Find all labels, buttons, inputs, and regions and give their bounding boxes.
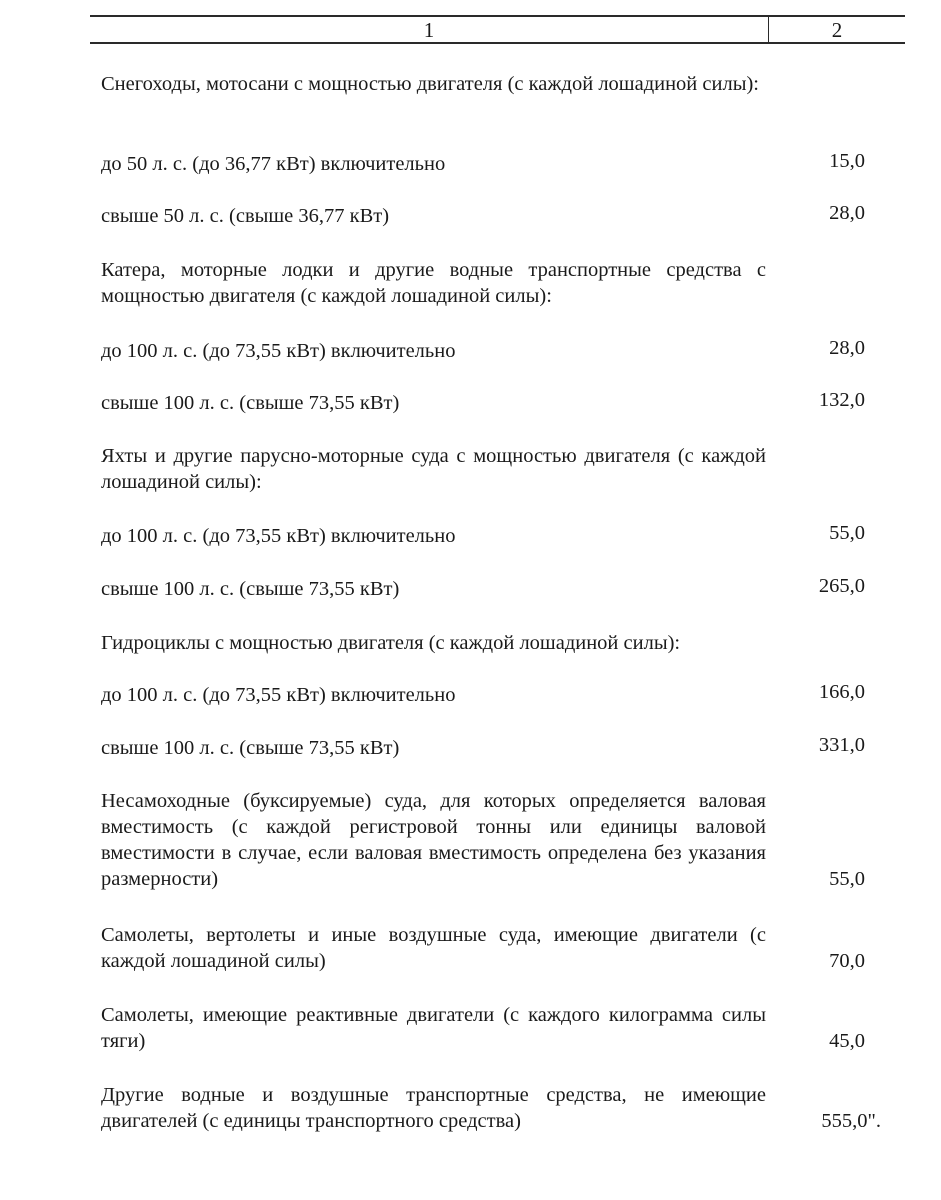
- row-text: Самолеты, вертолеты и иные воздушные суда, имеющие двигатели (с каждой лошадиной силы): [101, 924, 766, 972]
- row-text: Яхты и другие парусно-моторные суда с мощностью двигателя (с каждой лошадиной силы):: [101, 445, 766, 493]
- row-text: свыше 100 л. с. (свыше 73,55 кВт): [101, 578, 400, 600]
- row-value: 15,0: [829, 150, 865, 172]
- row-text: Несамоходные (буксируемые) суда, для которых определяется валовая вместимость (с каждой регистровой тонны или единицы валовой вместимости в случае, если валовая вместимость определена без указания размерности): [101, 790, 766, 890]
- header-column-1: 1: [423, 18, 435, 42]
- table-row: [101, 151, 865, 177]
- table-row-jet-aircraft: [101, 1002, 865, 1054]
- row-text: Другие водные и воздушные транспортные средства, не имеющие двигателей (с единицы транспортного средства): [101, 1084, 766, 1132]
- row-value: 55,0: [829, 868, 865, 890]
- row-text: свыше 100 л. с. (свыше 73,55 кВт): [101, 737, 400, 759]
- table-row-aircraft: [101, 922, 865, 974]
- section-heading-snowmobiles: [101, 71, 865, 97]
- row-text: Гидроциклы с мощностью двигателя (с каждой лошадиной силы):: [101, 632, 681, 654]
- row-value: 132,0: [818, 389, 865, 411]
- row-value: 28,0: [829, 202, 865, 224]
- section-heading-boats: [101, 257, 865, 309]
- table-row: [101, 576, 865, 602]
- row-text: свыше 50 л. с. (свыше 36,77 кВт): [101, 205, 390, 227]
- table-row-non-self-propelled: [101, 788, 865, 892]
- row-text: до 50 л. с. (до 36,77 кВт) включительно: [101, 153, 446, 175]
- row-value: 265,0: [818, 575, 865, 597]
- header-column-2: 2: [831, 18, 843, 42]
- table-row: [101, 338, 865, 364]
- row-value: 166,0: [818, 681, 865, 703]
- section-heading-jetskis: [101, 630, 865, 656]
- header-top-rule: [90, 15, 905, 17]
- row-text: свыше 100 л. с. (свыше 73,55 кВт): [101, 392, 400, 414]
- table-row: [101, 523, 865, 549]
- table-row: [101, 203, 865, 229]
- row-text: до 100 л. с. (до 73,55 кВт) включительно: [101, 684, 456, 706]
- row-value: 28,0: [829, 337, 865, 359]
- table-row: [101, 735, 865, 761]
- table-row: [101, 682, 865, 708]
- table-row-other-vehicles: [101, 1082, 881, 1134]
- section-heading-yachts: [101, 443, 865, 495]
- row-value: 70,0: [829, 950, 865, 972]
- row-text: до 100 л. с. (до 73,55 кВт) включительно: [101, 525, 456, 547]
- table-row: [101, 390, 865, 416]
- row-value: 555,0".: [821, 1110, 881, 1132]
- row-text: Катера, моторные лодки и другие водные транспортные средства с мощностью двигателя (с каждой лошадиной силы):: [101, 259, 766, 307]
- row-value: 55,0: [829, 522, 865, 544]
- row-text: до 100 л. с. (до 73,55 кВт) включительно: [101, 340, 456, 362]
- row-text: Самолеты, имеющие реактивные двигатели (с каждого килограмма силы тяги): [101, 1004, 766, 1052]
- row-value: 45,0: [829, 1030, 865, 1052]
- row-value: 331,0: [818, 734, 865, 756]
- row-text: Снегоходы, мотосани с мощностью двигателя (с каждой лошадиной силы):: [101, 73, 760, 95]
